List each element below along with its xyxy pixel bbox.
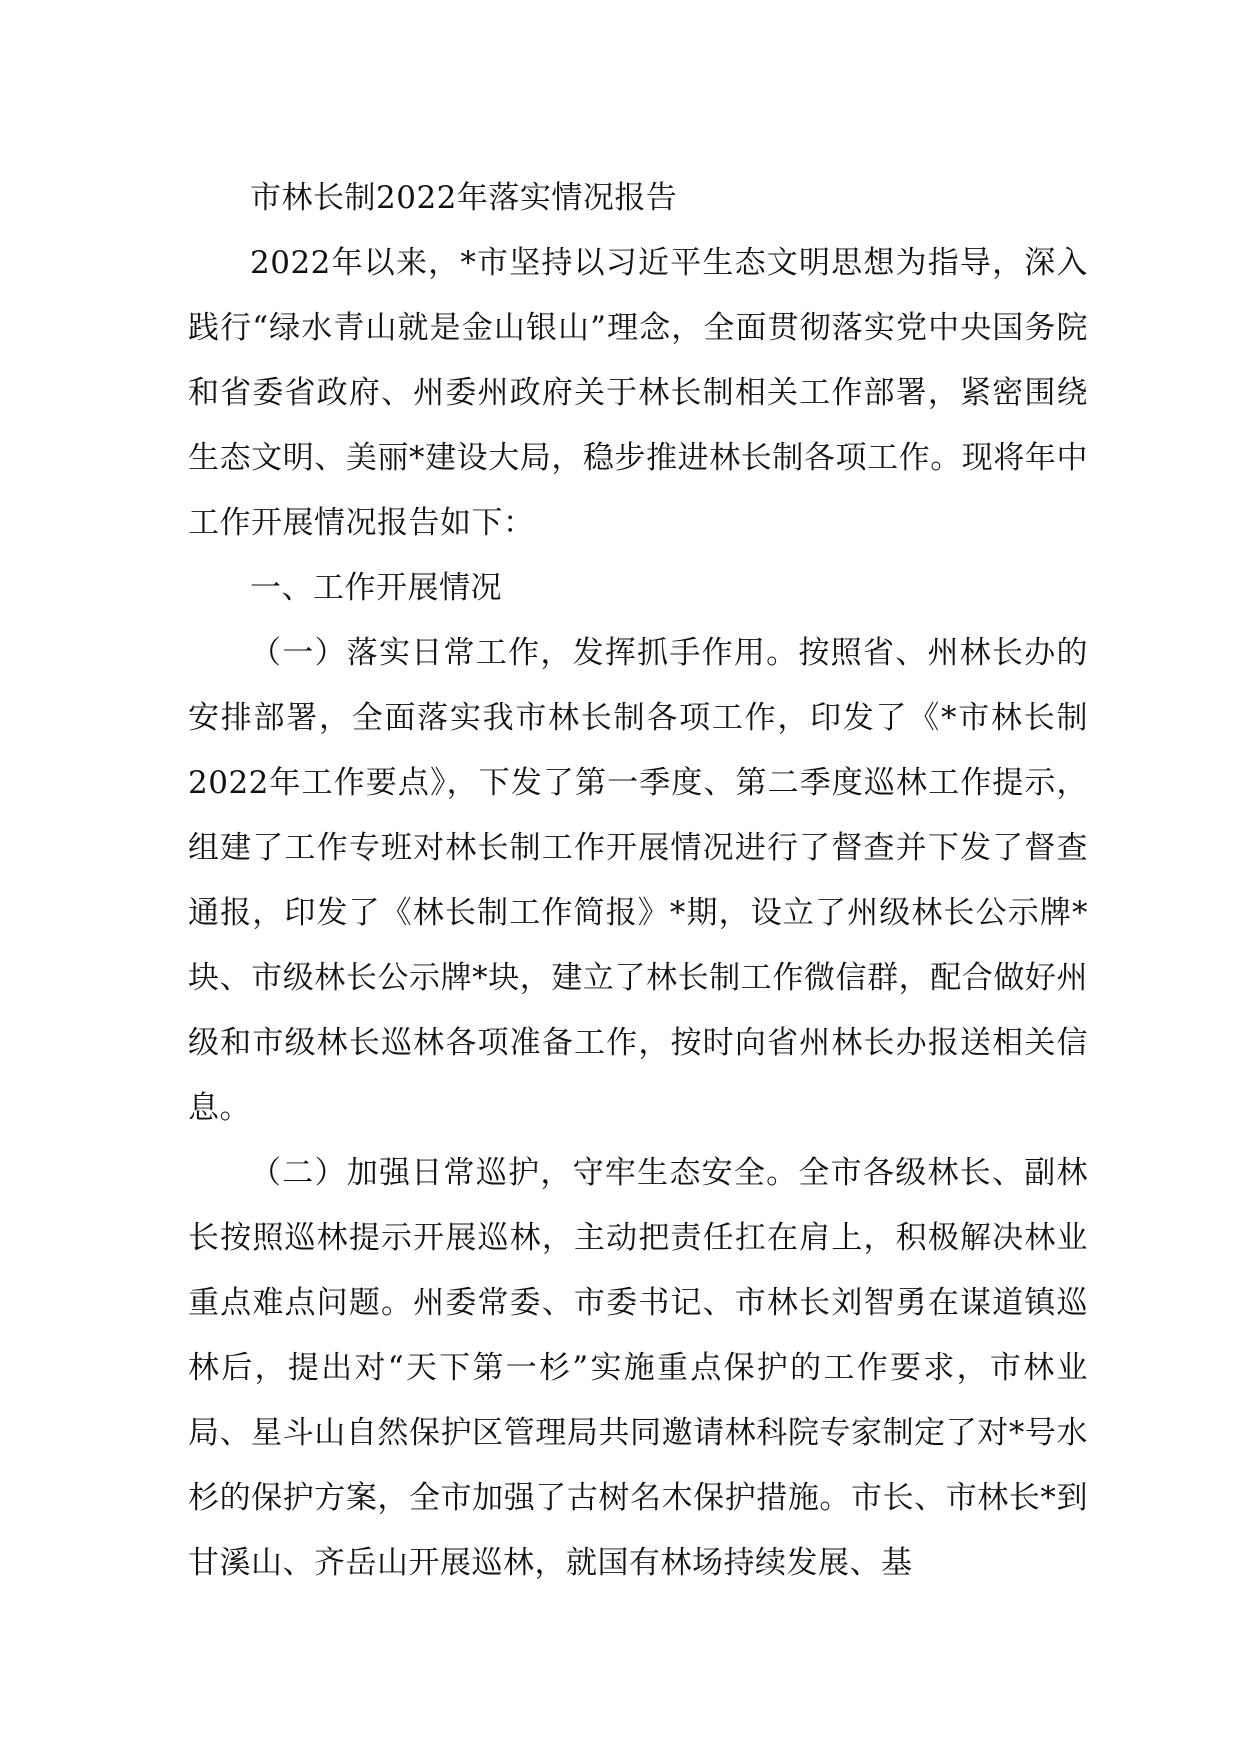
document-body	[188, 166, 1088, 1596]
document-title: 市林长制2022年落实情况报告	[250, 180, 678, 216]
paragraph-daily-patrol: （二）加强日常巡护，守牢生态安全。全市各级林长、副林长按照巡林提示开展巡林，主动把责任扛在肩上，积极解决林业重点难点问题。州委常委、市委书记、市林长刘智勇在谋道镇巡林后，提出对“天下第一杉”实施重点保护的工作要求，市林业局、星斗山自然保护区管理局共同邀请林科院专家制定了对*号水杉的保护方案，全市加强了古树名木保护措施。市长、市林长*到甘溪山、齐岳山开展巡林，就国有林场持续发展、基	[188, 1155, 1088, 1581]
paragraph-intro: 2022年以来，*市坚持以习近平生态文明思想为指导，深入践行“绿水青山就是金山银山”理念，全面贯彻落实党中央国务院和省委省政府、州委州政府关于林长制相关工作部署，紧密围绕生态文明、美丽*建设大局，稳步推进林长制各项工作。现将年中工作开展情况报告如下：	[188, 245, 1088, 541]
paragraph-daily-work: （一）落实日常工作，发挥抓手作用。按照省、州林长办的安排部署，全面落实我市林长制各项工作，印发了《*市林长制2022年工作要点》，下发了第一季度、第二季度巡林工作提示，组建了工作专班对林长制工作开展情况进行了督查并下发了督查通报，印发了《林长制工作简报》*期，设立了州级林长公示牌*块、市级林长公示牌*块，建立了林长制工作微信群，配合做好州级和市级林长巡林各项准备工作，按时向省州林长办报送相关信息。	[188, 635, 1088, 1126]
section-heading-work-progress: 一、工作开展情况	[250, 570, 502, 606]
